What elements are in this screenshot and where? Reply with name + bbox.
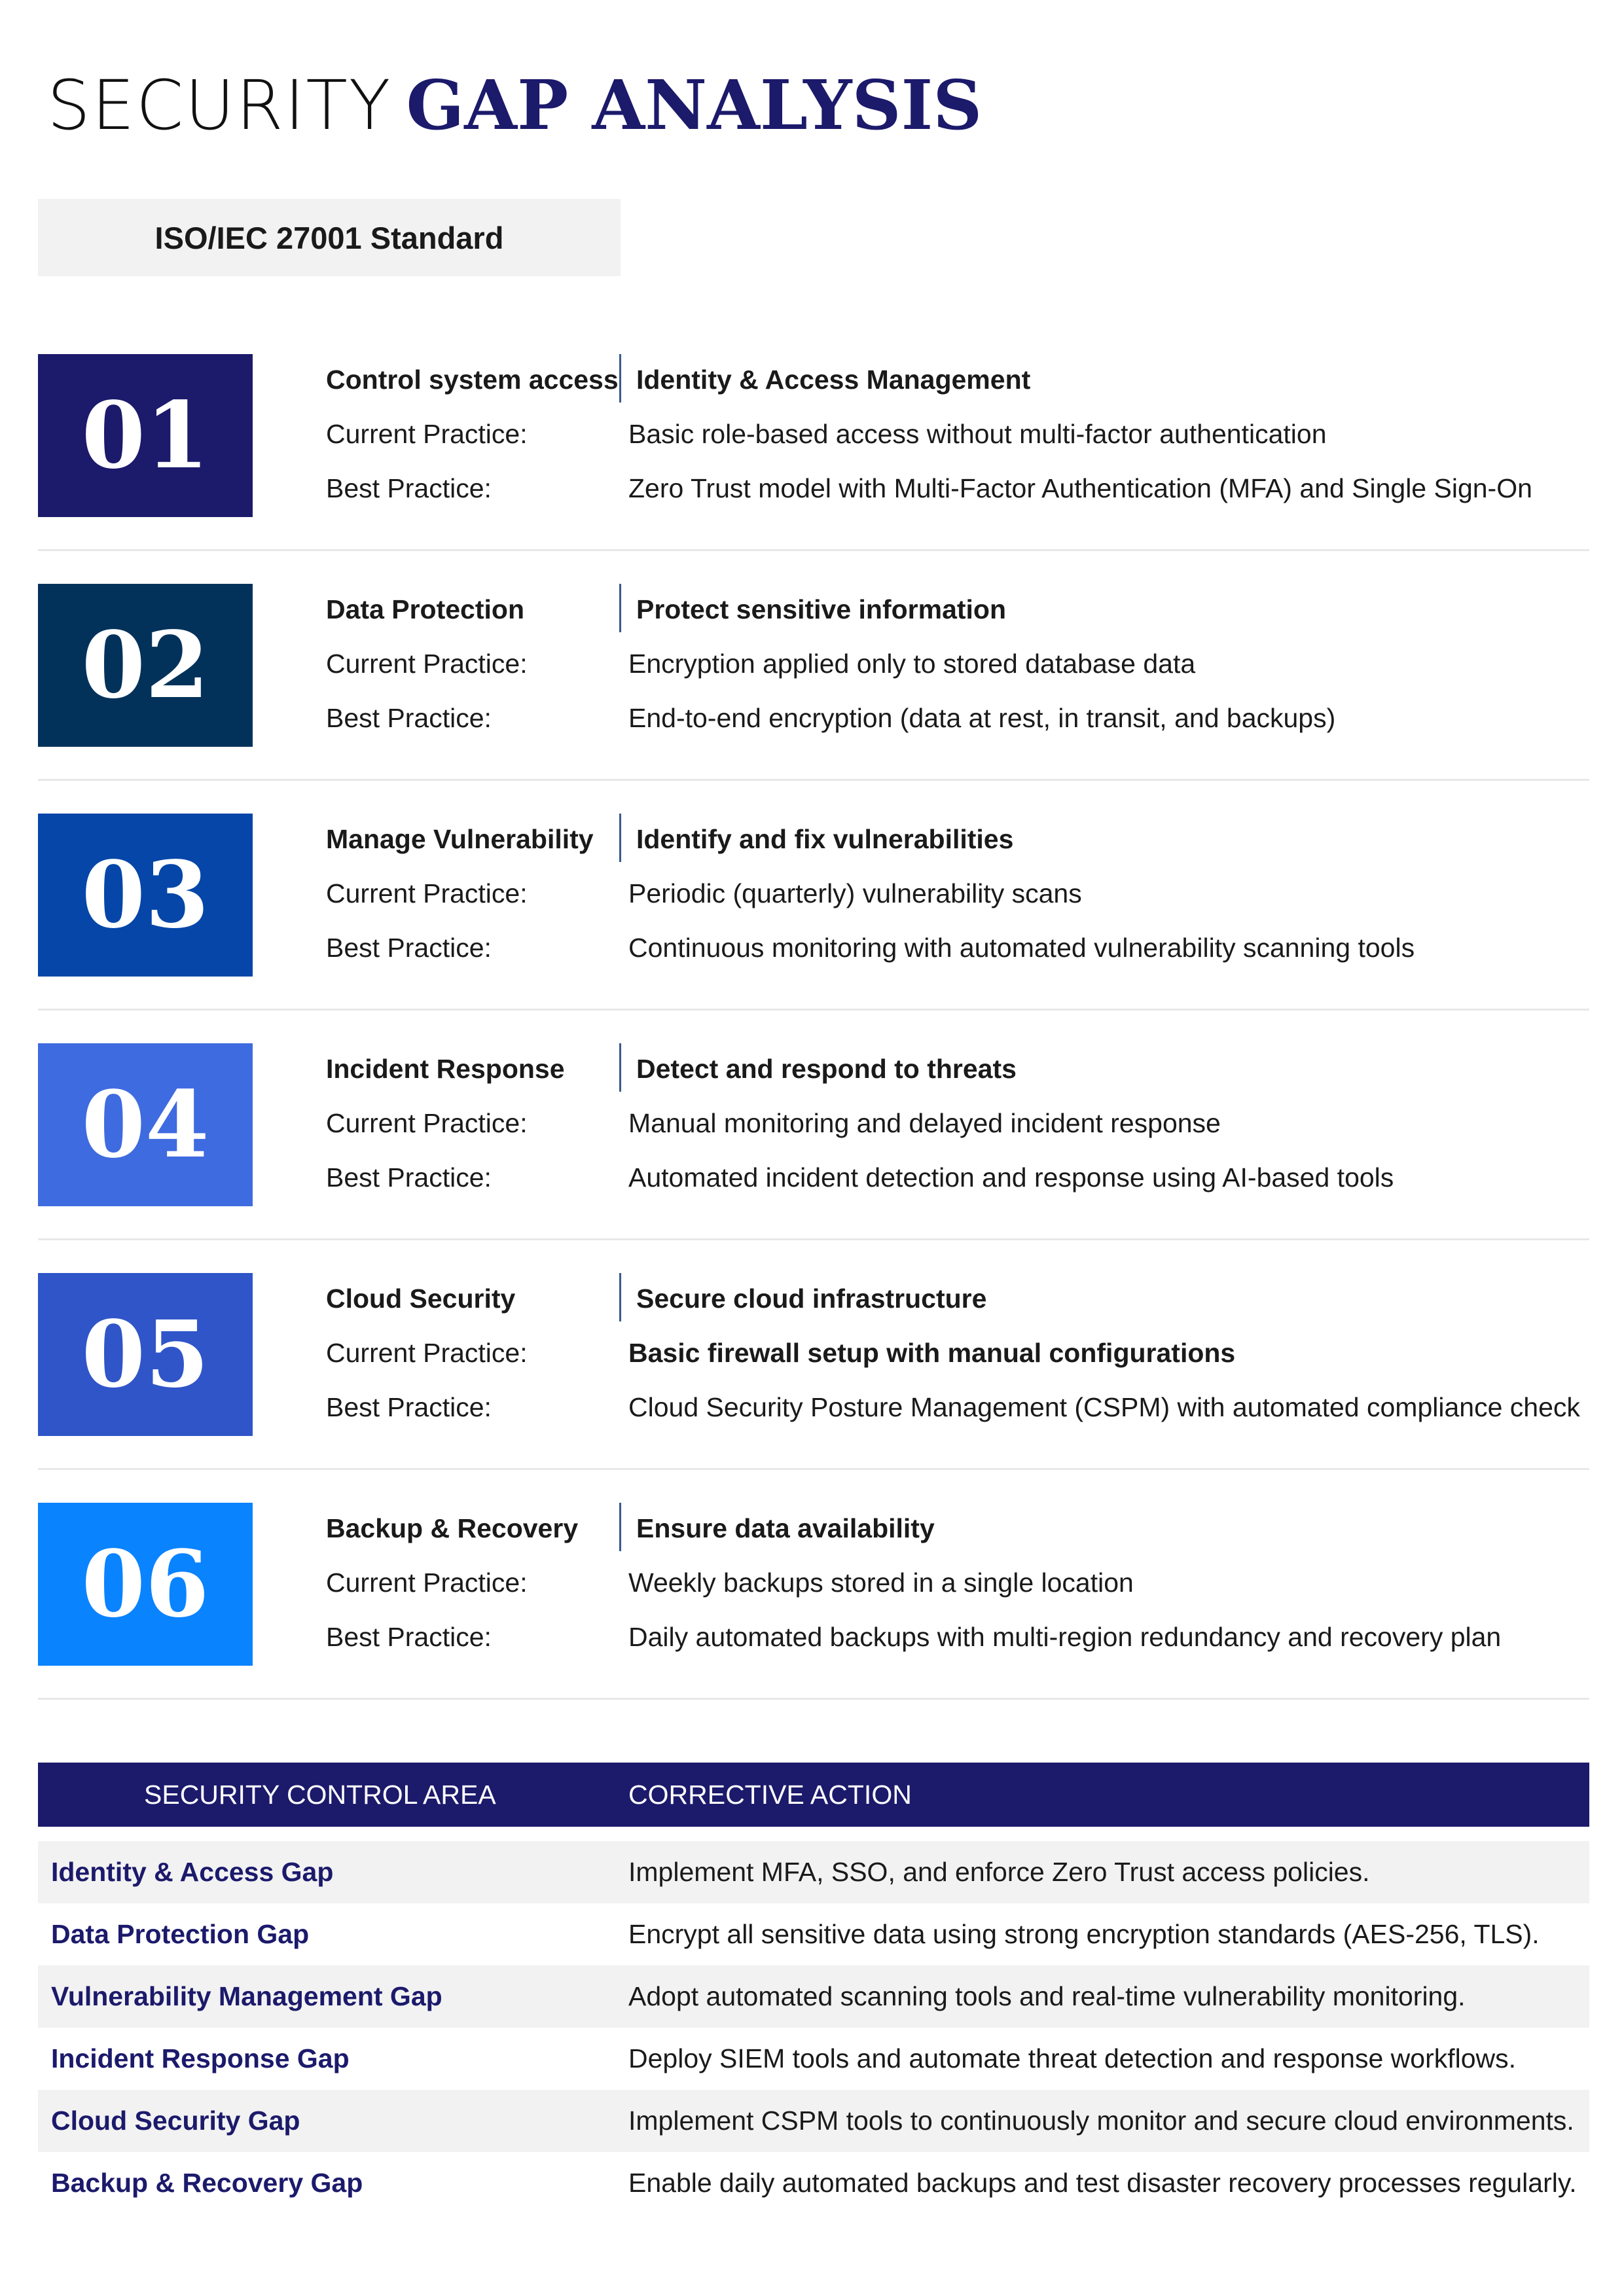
control-area-cell: Cloud Security Gap (51, 2106, 300, 2136)
table-row (38, 2090, 1589, 2152)
item-separator (38, 1238, 1589, 1240)
gap-item-02 (38, 584, 1589, 813)
control-area-cell: Incident Response Gap (51, 2043, 350, 2073)
gap-item-06 (38, 1503, 1589, 1732)
gap-item-01 (38, 354, 1589, 583)
best-practice-value: Continuous monitoring with automated vulnerability scanning tools (628, 933, 1415, 963)
title-bold-part: GAP ANALYSIS (406, 65, 983, 145)
gap-item-03 (38, 814, 1589, 1043)
current-practice-label: Current Practice: (326, 1338, 528, 1368)
best-practice-value: Zero Trust model with Multi-Factor Authentication (MFA) and Single Sign-On (628, 473, 1532, 503)
vertical-divider (619, 354, 621, 403)
item-number-box: 04 (38, 1043, 253, 1206)
item-subtitle: Ensure data availability (636, 1513, 935, 1543)
item-separator (38, 1009, 1589, 1011)
vertical-divider (619, 584, 621, 632)
best-practice-label: Best Practice: (326, 1162, 492, 1193)
item-subtitle: Identity & Access Management (636, 365, 1031, 395)
best-practice-label: Best Practice: (326, 703, 492, 733)
item-number-box: 06 (38, 1503, 253, 1666)
vertical-divider (619, 1503, 621, 1551)
page-title (47, 63, 982, 148)
best-practice-value: Daily automated backups with multi-region redundancy and recovery plan (628, 1622, 1502, 1652)
item-number-box: 01 (38, 354, 253, 517)
current-practice-value: Manual monitoring and delayed incident response (628, 1108, 1221, 1138)
vertical-divider (619, 1273, 621, 1321)
item-subtitle: Protect sensitive information (636, 594, 1007, 624)
best-practice-label: Best Practice: (326, 473, 492, 503)
table-row (38, 1965, 1589, 2028)
control-area-cell: Data Protection Gap (51, 1919, 310, 1949)
corrective-action-cell: Adopt automated scanning tools and real-time vulnerability monitoring. (628, 1981, 1466, 2011)
control-area-cell: Identity & Access Gap (51, 1857, 334, 1887)
item-subtitle: Secure cloud infrastructure (636, 1283, 987, 1314)
item-area: Control system access (326, 365, 619, 395)
item-subtitle: Detect and respond to threats (636, 1054, 1017, 1084)
best-practice-value: End-to-end encryption (data at rest, in transit, and backups) (628, 703, 1336, 733)
header-security-control-area: SECURITY CONTROL AREA (144, 1780, 496, 1810)
title-light-part: SECURITY (47, 65, 392, 145)
item-area: Data Protection (326, 594, 524, 624)
best-practice-label: Best Practice: (326, 1622, 492, 1652)
vertical-divider (619, 814, 621, 862)
gap-item-04 (38, 1043, 1589, 1272)
current-practice-label: Current Practice: (326, 649, 528, 679)
gap-item-05 (38, 1273, 1589, 1502)
control-area-cell: Backup & Recovery Gap (51, 2168, 363, 2198)
corrective-action-cell: Deploy SIEM tools and automate threat detection and response workflows. (628, 2043, 1517, 2073)
item-number-box: 02 (38, 584, 253, 747)
current-practice-value: Encryption applied only to stored database data (628, 649, 1196, 679)
item-separator (38, 779, 1589, 781)
standard-badge: ISO/IEC 27001 Standard (38, 199, 621, 276)
item-area: Backup & Recovery (326, 1513, 579, 1543)
item-separator (38, 1698, 1589, 1700)
current-practice-value: Weekly backups stored in a single location (628, 1568, 1134, 1598)
current-practice-value: Basic firewall setup with manual configurations (628, 1338, 1236, 1368)
item-area: Incident Response (326, 1054, 565, 1084)
table-row (38, 2028, 1589, 2090)
table-row (38, 1903, 1589, 1965)
header-corrective-action: CORRECTIVE ACTION (628, 1780, 912, 1810)
vertical-divider (619, 1043, 621, 1092)
item-area: Manage Vulnerability (326, 824, 594, 854)
item-subtitle: Identify and fix vulnerabilities (636, 824, 1014, 854)
item-number-box: 03 (38, 814, 253, 977)
corrective-action-cell: Enable daily automated backups and test disaster recovery processes regularly. (628, 2168, 1577, 2198)
item-number-box: 05 (38, 1273, 253, 1436)
best-practice-label: Best Practice: (326, 933, 492, 963)
corrective-action-table (38, 1763, 1589, 2214)
current-practice-value: Periodic (quarterly) vulnerability scans (628, 878, 1082, 908)
item-area: Cloud Security (326, 1283, 516, 1314)
control-area-cell: Vulnerability Management Gap (51, 1981, 442, 2011)
table-row (38, 1841, 1589, 1903)
corrective-action-cell: Implement CSPM tools to continuously monitor and secure cloud environments. (628, 2106, 1574, 2136)
current-practice-label: Current Practice: (326, 1108, 528, 1138)
current-practice-label: Current Practice: (326, 1568, 528, 1598)
table-row (38, 2152, 1589, 2214)
current-practice-label: Current Practice: (326, 419, 528, 449)
corrective-action-cell: Encrypt all sensitive data using strong encryption standards (AES-256, TLS). (628, 1919, 1540, 1949)
table-header (38, 1763, 1589, 1827)
best-practice-value: Automated incident detection and response using AI-based tools (628, 1162, 1394, 1193)
current-practice-value: Basic role-based access without multi-factor authentication (628, 419, 1327, 449)
best-practice-label: Best Practice: (326, 1392, 492, 1422)
corrective-action-cell: Implement MFA, SSO, and enforce Zero Trust access policies. (628, 1857, 1370, 1887)
item-separator (38, 549, 1589, 551)
item-separator (38, 1468, 1589, 1470)
current-practice-label: Current Practice: (326, 878, 528, 908)
best-practice-value: Cloud Security Posture Management (CSPM) with automated compliance check (628, 1392, 1580, 1422)
